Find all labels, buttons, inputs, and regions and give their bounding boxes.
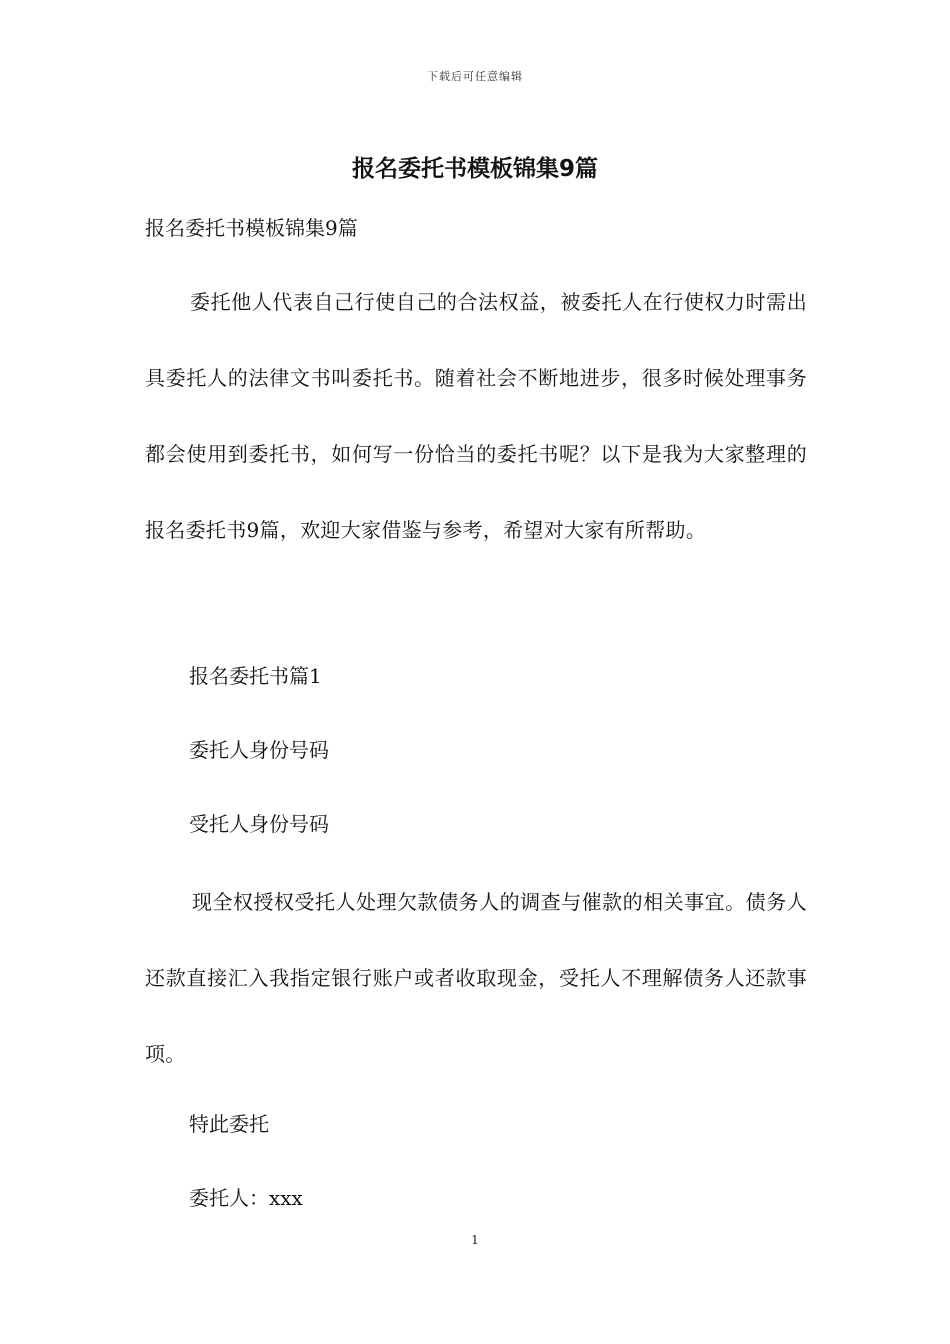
header-note: 下载后可任意编辑 (427, 70, 523, 83)
section-heading: 报名委托书篇1 (189, 664, 322, 688)
principal-signature-line: 委托人：xxx (189, 1186, 303, 1210)
document-subtitle: 报名委托书模板锦集9篇 (145, 216, 358, 240)
agent-id-line: 受托人身份号码 (189, 812, 329, 836)
authorization-paragraph: 现全权授权受托人处理欠款债务人的调查与催款的相关事宜。债务人还款直接汇入我指定银行账户或者收取现金，受托人不理解债务人还款事项。 (145, 890, 807, 1066)
closing-line: 特此委托 (189, 1112, 269, 1136)
principal-id-line: 委托人身份号码 (189, 738, 329, 762)
page-number: 1 (471, 1233, 479, 1247)
intro-paragraph: 委托他人代表自己行使自己的合法权益，被委托人在行使权力时需出具委托人的法律文书叫委托书。随着社会不断地进步，很多时候处理事务都会使用到委托书，如何写一份恰当的委托书呢？以下是我为大家整理的报名委托书9篇，欢迎大家借鉴与参考，希望对大家有所帮助。 (145, 290, 807, 542)
document-title: 报名委托书模板锦集9篇 (351, 156, 598, 182)
